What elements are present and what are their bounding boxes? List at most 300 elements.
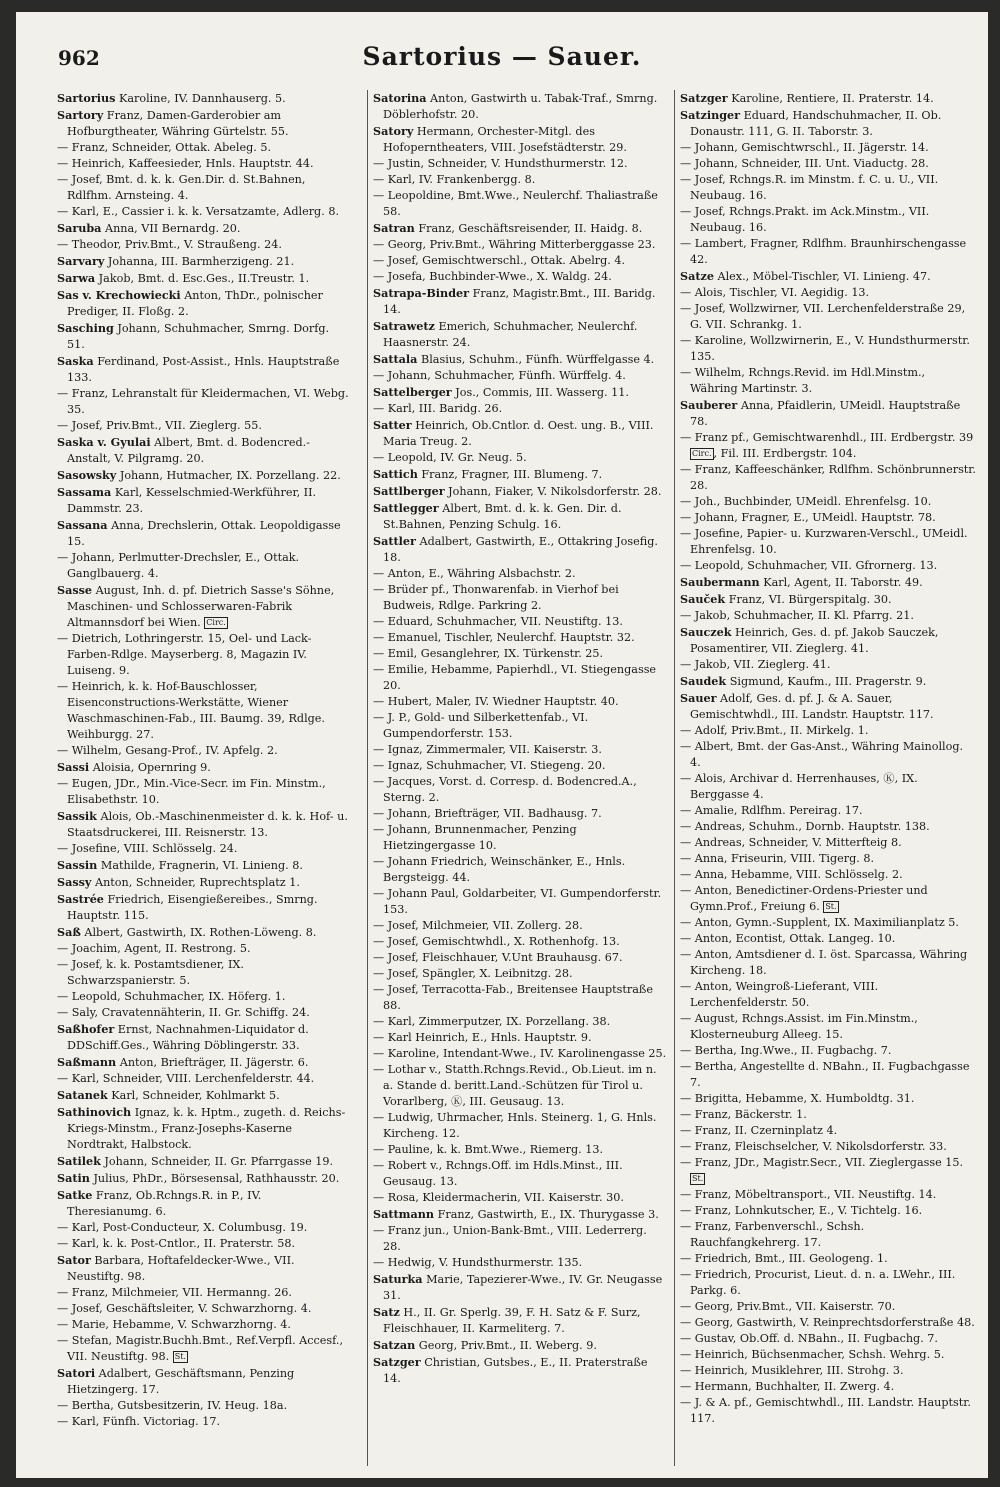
entry-text: — Karoline, Intendant-Wwe., IV. Karolinengasse 25. <box>373 1047 667 1060</box>
entry-text: Johanna, III. Barmherzigeng. 21. <box>104 255 295 268</box>
entry-text: — Karl, Fünfh. Victoriag. 17. <box>57 1415 221 1428</box>
directory-entry <box>57 1170 349 1187</box>
directory-entry <box>680 947 976 979</box>
entry-text: Adolf, Ges. d. pf. J. & A. Sauer, Gemischtwhdl., III. Landstr. Hauptstr. 117. <box>690 692 934 721</box>
directory-entry <box>373 417 668 450</box>
entry-surname: Saubermann <box>680 575 760 589</box>
entry-text: — Jacques, Vorst. d. Corresp. d. Bodencred.A., Sterng. 2. <box>373 775 637 804</box>
directory-entry <box>373 614 668 630</box>
entry-surname: Satory <box>373 124 414 138</box>
entry-text: — Anton, Gymn.-Supplent, IX. Maximilianplatz 5. <box>680 916 959 929</box>
directory-entry <box>57 989 349 1005</box>
directory-entry <box>680 1059 976 1091</box>
directory-entry <box>57 90 349 107</box>
directory-entry <box>373 982 668 1014</box>
directory-entry <box>373 1158 668 1190</box>
directory-entry <box>680 657 976 673</box>
entry-text: Karl, Schneider, Kohlmarkt 5. <box>107 1089 280 1102</box>
directory-entry <box>57 1317 349 1333</box>
entry-text: — Franz, Lohnkutscher, E., V. Tichtelg. 16. <box>680 1204 923 1217</box>
directory-entry <box>373 854 668 886</box>
directory-entry <box>57 679 349 743</box>
entry-text: — Josef, Milchmeier, VII. Zollerg. 28. <box>373 919 583 932</box>
entry-surname: Satke <box>57 1188 93 1202</box>
directory-entry <box>373 1337 668 1354</box>
directory-entry <box>373 533 668 566</box>
entry-surname: Saßmann <box>57 1055 117 1069</box>
entry-text: Heinrich, Ob.Cntlor. d. Oest. ung. B., VIII. Maria Treug. 2. <box>383 419 654 448</box>
directory-entry <box>373 1062 668 1110</box>
entry-text: Julius, PhDr., Börsesensal, Rathhausstr. 20. <box>89 1172 340 1185</box>
entry-text: — Hedwig, V. Hundsthurmerstr. 135. <box>373 1256 583 1269</box>
entry-text: Johann, Schuhmacher, Smrng. Dorfg. 51. <box>67 322 330 351</box>
directory-entry <box>57 759 349 776</box>
entry-text: Franz, Magistr.Bmt., III. Baridg. 14. <box>383 287 656 316</box>
entry-text: — Franz, JDr., Magistr.Secr., VII. Zieglergasse 15. <box>680 1156 964 1169</box>
directory-entry <box>680 803 976 819</box>
entry-text: — Leopold, Schuhmacher, VII. Gfrornerg. 13. <box>680 559 938 572</box>
directory-entry <box>373 822 668 854</box>
directory-entry <box>680 558 976 574</box>
directory-entry <box>680 90 976 107</box>
directory-entry <box>680 1107 976 1123</box>
directory-entry <box>680 673 976 690</box>
entry-text: — Leopoldine, Bmt.Wwe., Neulerchf. Thaliastraße 58. <box>373 189 658 218</box>
directory-entry <box>680 931 976 947</box>
entry-badge: St. <box>174 1352 186 1361</box>
directory-entry <box>373 630 668 646</box>
directory-entry <box>373 582 668 614</box>
directory-entry <box>680 268 976 285</box>
entry-text: Mathilde, Fragnerin, VI. Linieng. 8. <box>97 859 303 872</box>
entry-surname: Sauer <box>680 691 717 705</box>
entry-surname: Satori <box>57 1366 96 1380</box>
entry-text: Ferdinand, Post-Assist., Hnls. Hauptstraße 133. <box>67 355 340 384</box>
entry-text: — Josef, Rchngs.Prakt. im Ack.Minstm., VII. Neubaug. 16. <box>680 205 930 234</box>
entry-text: — Heinrich, k. k. Hof-Bauschlosser, Eisenconstructions-Werkstätte, Wiener Waschmaschinen-Fab., III. Baumg. 39, Rdlge. Weihburgg. 27. <box>57 680 325 741</box>
entry-surname: Sauberer <box>680 398 738 412</box>
directory-entry <box>680 1123 976 1139</box>
entry-surname: Sathinovich <box>57 1105 132 1119</box>
directory-entry <box>373 483 668 500</box>
directory-entry <box>373 758 668 774</box>
entry-text: — Georg, Priv.Bmt., VII. Kaiserstr. 70. <box>680 1300 896 1313</box>
directory-entry <box>57 237 349 253</box>
directory-entry <box>680 1043 976 1059</box>
directory-entry <box>57 1087 349 1104</box>
entry-text: — Wilhelm, Rchngs.Revid. im Hdl.Minstm., Währing Martinstr. 3. <box>680 366 926 395</box>
directory-entry <box>373 351 668 368</box>
entry-badge: St. <box>825 902 837 911</box>
entry-text: — Josef, Terracotta-Fab., Breitensee Hauptstraße 88. <box>373 983 653 1012</box>
directory-entry <box>57 320 349 353</box>
directory-entry <box>57 220 349 237</box>
directory-entry <box>373 1030 668 1046</box>
entry-text: — Theodor, Priv.Bmt., V. Straußeng. 24. <box>57 238 282 251</box>
directory-entry <box>680 608 976 624</box>
directory-entry <box>680 690 976 723</box>
entry-text: — Alois, Archivar d. Herrenhauses, Ⓚ, IX. Berggasse 4. <box>680 772 918 801</box>
entry-surname: Sassama <box>57 485 112 499</box>
entry-surname: Sarwa <box>57 271 96 285</box>
directory-entry <box>680 1011 976 1043</box>
directory-entry <box>57 1104 349 1153</box>
entry-surname: Sasching <box>57 321 114 335</box>
entry-surname: Sassik <box>57 809 97 823</box>
directory-entry <box>57 550 349 582</box>
entry-text: — Friedrich, Procurist, Lieut. d. n. a. LWehr., III. Parkg. 6. <box>680 1268 956 1297</box>
entry-surname: Satter <box>373 418 412 432</box>
entry-text: — Bertha, Ing.Wwe., II. Fugbachg. 7. <box>680 1044 892 1057</box>
entry-surname: Sassy <box>57 875 92 889</box>
directory-entry <box>680 301 976 333</box>
entry-text: — Joh., Buchbinder, UMeidl. Ehrenfelsg. 10. <box>680 495 932 508</box>
entry-text: — Josef, Spängler, X. Leibnitzg. 28. <box>373 967 573 980</box>
entry-surname: Satrapa-Binder <box>373 286 470 300</box>
directory-entry <box>57 631 349 679</box>
entry-text: — Justin, Schneider, V. Hundsthurmerstr. 12. <box>373 157 628 170</box>
entry-text: Aloisia, Opernring 9. <box>89 761 211 774</box>
entry-surname: Saska <box>57 354 94 368</box>
directory-entry <box>373 950 668 966</box>
directory-entry <box>373 401 668 417</box>
entry-text: — Franz, Kaffeeschänker, Rdlfhm. Schönbrunnerstr. 28. <box>680 463 976 492</box>
directory-entry <box>373 123 668 156</box>
entry-text: — Albert, Bmt. der Gas-Anst., Währing Mainollog. 4. <box>680 740 964 769</box>
entry-text: — Franz, Milchmeier, VII. Hermanng. 26. <box>57 1286 292 1299</box>
entry-text: — Brüder pf., Thonwarenfab. in Vierhof bei Budweis, Rdlge. Parkring 2. <box>373 583 619 612</box>
entry-surname: Satin <box>57 1171 90 1185</box>
entry-surname: Satrawetz <box>373 319 435 333</box>
directory-entry <box>680 365 976 397</box>
directory-entry <box>373 156 668 172</box>
entry-surname: Saturka <box>373 1272 423 1286</box>
directory-entry <box>680 979 976 1011</box>
directory-entry <box>373 646 668 662</box>
entry-text: — Josefine, Papier- u. Kurzwaren-Verschl., UMeidl. Ehrenfelsg. 10. <box>680 527 968 556</box>
entry-surname: Satz <box>373 1305 400 1319</box>
entry-text: Ignaz, k. k. Hptm., zugeth. d. Reichs-Kriegs-Minstm., Franz-Josephs-Kaserne Nordtrakt, Halbstock. <box>67 1106 346 1151</box>
directory-entry <box>680 107 976 140</box>
entry-text: Karl, Agent, II. Taborstr. 49. <box>759 576 923 589</box>
entry-surname: Sator <box>57 1253 91 1267</box>
directory-entry <box>680 204 976 236</box>
entry-text: — Johann, Schneider, III. Unt. Viaductg. 28. <box>680 157 929 170</box>
directory-entry <box>680 397 976 430</box>
entry-text: Anna, Pfaidlerin, UMeidl. Hauptstraße 78. <box>690 399 961 428</box>
entry-text: Franz, Gastwirth, E., IX. Thurygasse 3. <box>434 1208 659 1221</box>
directory-entry <box>680 723 976 739</box>
entry-text: — Jakob, VII. Zieglerg. 41. <box>680 658 831 671</box>
directory-entry <box>373 500 668 533</box>
directory-entry <box>680 1251 976 1267</box>
directory-entry <box>57 1005 349 1021</box>
directory-entry <box>373 918 668 934</box>
directory-entry <box>680 285 976 301</box>
entry-text: — Ignaz, Zimmermaler, VII. Kaiserstr. 3. <box>373 743 602 756</box>
directory-entry <box>373 1271 668 1304</box>
directory-entry <box>373 285 668 318</box>
entry-text: — Franz, Möbeltransport., VII. Neustiftg. 14. <box>680 1188 937 1201</box>
directory-entry <box>373 318 668 351</box>
directory-entry <box>57 1365 349 1398</box>
entry-text: — Rosa, Kleidermacherin, VII. Kaiserstr. 30. <box>373 1191 624 1204</box>
entry-text: Georg, Priv.Bmt., II. Weberg. 9. <box>415 1339 597 1352</box>
entry-surname: Sattler <box>373 534 416 548</box>
entry-surname: Sastrée <box>57 892 104 906</box>
directory-entry <box>680 1203 976 1219</box>
directory-entry <box>57 857 349 874</box>
entry-text: — Georg, Priv.Bmt., Währing Mitterberggasse 23. <box>373 238 656 251</box>
entry-text: Adalbert, Gastwirth, E., Ottakring Josefig. 18. <box>383 535 658 564</box>
entry-text: — Johann Friedrich, Weinschänker, E., Hnls. Bergsteigg. 44. <box>373 855 626 884</box>
entry-text: Anton, Gastwirth u. Tabak-Traf., Smrng. Döblerhofstr. 20. <box>383 92 658 121</box>
entry-text: — Heinrich, Musiklehrer, III. Strohg. 3. <box>680 1364 904 1377</box>
directory-entry <box>373 1354 668 1387</box>
entry-text: — Anna, Friseurin, VIII. Tigerg. 8. <box>680 852 875 865</box>
entry-text: Anton, Schneider, Ruprechtsplatz 1. <box>91 876 300 889</box>
entry-text: Ernst, Nachnahmen-Liquidator d. DDSchiff.Ges., Währing Döblingerstr. 33. <box>67 1023 309 1052</box>
entry-text: — Josef, Fleischhauer, V.Unt Brauhausg. 67. <box>373 951 623 964</box>
entry-text: Friedrich, Eisengießereibes., Smrng. Hauptstr. 115. <box>67 893 318 922</box>
directory-entry <box>373 450 668 466</box>
entry-text: — Karl, Zimmerputzer, IX. Porzellang. 38. <box>373 1015 611 1028</box>
entry-text: Marie, Tapezierer-Wwe., IV. Gr. Neugasse 31. <box>383 1273 663 1302</box>
directory-entry <box>680 1155 976 1187</box>
directory-entry <box>373 172 668 188</box>
directory-entry <box>373 1110 668 1142</box>
directory-entry <box>680 333 976 365</box>
directory-entry <box>680 140 976 156</box>
entry-text: — Franz, Fleischselcher, V. Nikolsdorferstr. 33. <box>680 1140 947 1153</box>
entry-text: — Karl, k. k. Post-Cntlor., II. Praterstr. 58. <box>57 1237 295 1250</box>
directory-entry <box>373 886 668 918</box>
entry-text: — J. P., Gold- und Silberkettenfab., VI. Gumpendorferstr. 153. <box>373 711 589 740</box>
directory-page <box>16 12 988 1478</box>
entry-text: Franz, Damen-Garderobier am Hofburgtheater, Währing Gürtelstr. 55. <box>67 109 289 138</box>
directory-entry <box>57 434 349 467</box>
entry-text: — Josef, Gemischtwhdl., X. Rothenhofg. 13. <box>373 935 620 948</box>
entry-text: Karoline, IV. Dannhauserg. 5. <box>115 92 286 105</box>
entry-text: Johann, Schneider, II. Gr. Pfarrgasse 19. <box>100 1155 334 1168</box>
directory-entry <box>57 107 349 140</box>
entry-text: — Josefa, Buchbinder-Wwe., X. Waldg. 24. <box>373 270 612 283</box>
entry-text: Albert, Bmt. d. Bodencred.-Anstalt, V. Pilgramg. 20. <box>67 436 310 465</box>
column-3 <box>674 90 976 1466</box>
entry-text: — Leopold, IV. Gr. Neug. 5. <box>373 451 527 464</box>
directory-entry <box>373 269 668 285</box>
directory-entry <box>680 851 976 867</box>
entry-text: Johann, Hutmacher, IX. Porzellang. 22. <box>116 469 341 482</box>
directory-entry <box>680 867 976 883</box>
entry-text: — Karl, Schneider, VIII. Lerchenfelderstr. 44. <box>57 1072 315 1085</box>
entry-surname: Saßhofer <box>57 1022 115 1036</box>
entry-text: Albert, Gastwirth, IX. Rothen-Löweng. 8. <box>80 926 317 939</box>
entry-surname: Satzger <box>680 91 728 105</box>
entry-text: — Karoline, Wollzwirnerin, E., V. Hundsthurmerstr. 135. <box>680 334 970 363</box>
entry-text: — Friedrich, Bmt., III. Geologeng. 1. <box>680 1252 888 1265</box>
directory-entry <box>57 1252 349 1285</box>
directory-entry <box>373 90 668 123</box>
directory-entry <box>57 156 349 172</box>
entry-text: Jos., Commis, III. Wasserg. 11. <box>451 386 629 399</box>
entry-surname: Satzger <box>373 1355 421 1369</box>
entry-text: — Franz, Farbenverschl., Schsh. Rauchfangkehrerg. 17. <box>680 1220 865 1249</box>
directory-entry <box>680 771 976 803</box>
entry-text: Adalbert, Geschäftsmann, Penzing Hietzingerg. 17. <box>67 1367 295 1396</box>
directory-entry <box>680 1219 976 1251</box>
entry-text: — Eduard, Schuhmacher, VII. Neustiftg. 13. <box>373 615 623 628</box>
directory-entry <box>57 1054 349 1071</box>
column-1 <box>57 90 349 1466</box>
directory-entry <box>680 1315 976 1331</box>
entry-surname: Sattlberger <box>373 484 445 498</box>
entry-text: — Saly, Cravatennähterin, II. Gr. Schiffg. 24. <box>57 1006 310 1019</box>
entry-text: — Franz, Schneider, Ottak. Abeleg. 5. <box>57 141 272 154</box>
directory-entry <box>57 172 349 204</box>
entry-text: — Amalie, Rdlfhm. Pereirag. 17. <box>680 804 863 817</box>
directory-entry <box>680 494 976 510</box>
entry-text: — Franz jun., Union-Bank-Bmt., VIII. Lederrerg. 28. <box>373 1224 647 1253</box>
entry-text: August, Inh. d. pf. Dietrich Sasse's Söhne, Maschinen- und Schlosserwaren-Fabrik Altmannsdorf bei Wien. <box>67 584 335 629</box>
directory-entry <box>373 1304 668 1337</box>
directory-entry <box>680 430 976 462</box>
entry-text: — Johann, Briefträger, VII. Badhausg. 7. <box>373 807 602 820</box>
directory-entry <box>373 1142 668 1158</box>
entry-surname: Sauczek <box>680 625 732 639</box>
entry-text: — Heinrich, Kaffeesieder, Hnls. Hauptstr. 44. <box>57 157 314 170</box>
directory-entry <box>57 841 349 857</box>
entry-text: — Bertha, Angestellte d. NBahn., II. Fugbachgasse 7. <box>680 1060 970 1089</box>
entry-text: — Johann, Perlmutter-Drechsler, E., Ottak. Ganglbauerg. 4. <box>57 551 300 580</box>
entry-text: — Eugen, JDr., Min.-Vice-Secr. im Fin. Minstm., Elisabethstr. 10. <box>57 777 326 806</box>
entry-text: H., II. Gr. Sperlg. 39, F. H. Satz & F. Surz, Fleischhauer, II. Karmeliterg. 7. <box>383 1306 641 1335</box>
entry-text: — Josef, Rchngs.R. im Minstm. f. C. u. U., VII. Neubaug. 16. <box>680 173 939 202</box>
entry-text: — Anton, Amtsdiener d. I. öst. Sparcassa, Währing Kircheng. 18. <box>680 948 968 977</box>
directory-entry <box>373 934 668 950</box>
directory-entry <box>57 776 349 808</box>
directory-entry <box>680 591 976 608</box>
entry-surname: Sasowsky <box>57 468 117 482</box>
entry-text: — Adolf, Priv.Bmt., II. Mirkelg. 1. <box>680 724 869 737</box>
entry-surname: Satze <box>680 269 714 283</box>
directory-entry <box>57 891 349 924</box>
entry-text: — Emil, Gesanglehrer, IX. Türkenstr. 25. <box>373 647 604 660</box>
directory-entry <box>57 941 349 957</box>
directory-entry <box>57 1414 349 1430</box>
entry-text: Christian, Gutsbes., E., II. Praterstraße 14. <box>383 1356 648 1385</box>
entry-surname: Sas v. Krechowiecki <box>57 288 181 302</box>
entry-text: — Gustav, Ob.Off. d. NBahn., II. Fugbachg. 7. <box>680 1332 938 1345</box>
entry-text: — Josef, Geschäftsleiter, V. Schwarzhorng. 4. <box>57 1302 312 1315</box>
entry-badge: Circ. <box>692 449 712 458</box>
entry-text: Sigmund, Kaufm., III. Pragerstr. 9. <box>726 675 927 688</box>
entry-text: — Johann, Gemischtwrschl., II. Jägerstr. 14. <box>680 141 929 154</box>
directory-entry <box>57 1285 349 1301</box>
directory-entry <box>680 1395 976 1427</box>
directory-entry <box>373 1206 668 1223</box>
entry-surname: Sassi <box>57 760 90 774</box>
directory-entry <box>57 1220 349 1236</box>
entry-text: — Karl Heinrich, E., Hnls. Hauptstr. 9. <box>373 1031 592 1044</box>
directory-entry <box>680 624 976 657</box>
entry-surname: Satanek <box>57 1088 108 1102</box>
entry-text: — Anton, Econtist, Ottak. Langeg. 10. <box>680 932 896 945</box>
entry-text: Barbara, Hoftafeldecker-Wwe., VII. Neustiftg. 98. <box>67 1254 295 1283</box>
entry-text: — Franz, Bäckerstr. 1. <box>680 1108 807 1121</box>
directory-entry <box>57 1333 349 1365</box>
entry-text: — Alois, Tischler, VI. Aegidig. 13. <box>680 286 870 299</box>
directory-entry <box>680 1379 976 1395</box>
directory-entry <box>57 1153 349 1170</box>
directory-entry <box>373 1223 668 1255</box>
entry-text: — Brigitta, Hebamme, X. Humboldtg. 31. <box>680 1092 915 1105</box>
entry-text: — Jakob, Schuhmacher, II. Kl. Pfarrg. 21. <box>680 609 914 622</box>
entry-surname: Sattmann <box>373 1207 435 1221</box>
entry-text: — Ludwig, Uhrmacher, Hnls. Steinerg. 1, G. Hnls. Kircheng. 12. <box>373 1111 657 1140</box>
entry-text: — Johann, Schuhmacher, Fünfh. Würffelg. 4. <box>373 369 626 382</box>
entry-surname: Saruba <box>57 221 102 235</box>
column-2 <box>367 90 668 1466</box>
directory-entry <box>57 1187 349 1220</box>
directory-entry <box>57 270 349 287</box>
entry-text: — Anton, Weingroß-Lieferant, VIII. Lerchenfelderstr. 50. <box>680 980 879 1009</box>
entry-text: Franz, Fragner, III. Blumeng. 7. <box>417 468 603 481</box>
entry-text: — August, Rchngs.Assist. im Fin.Minstm., Klosterneuburg Alleeg. 15. <box>680 1012 918 1041</box>
entry-text: — Leopold, Schuhmacher, IX. Höferg. 1. <box>57 990 286 1003</box>
entry-text: — Ignaz, Schuhmacher, VI. Stiegeng. 20. <box>373 759 606 772</box>
entry-surname: Satorina <box>373 91 427 105</box>
entry-text: — Karl, Post-Conducteur, X. Columbusg. 19. <box>57 1221 308 1234</box>
directory-entry <box>373 694 668 710</box>
entry-text: Anton, Briefträger, II. Jägerstr. 6. <box>116 1056 309 1069</box>
entry-badge: St. <box>692 1174 704 1183</box>
entry-text: Franz, Ob.Rchngs.R. in P., IV. Theresianumg. 6. <box>67 1189 262 1218</box>
entry-text: — Franz, II. Czerninplatz 4. <box>680 1124 838 1137</box>
entry-surname: Saß <box>57 925 81 939</box>
entry-text: Alois, Ob.-Maschinenmeister d. k. k. Hof- u. Staatsdruckerei, III. Reisnerstr. 13. <box>67 810 348 839</box>
entry-badge: Circ. <box>206 618 226 627</box>
directory-entry <box>373 253 668 269</box>
entry-text: — Hubert, Maler, IV. Wiedner Hauptstr. 40. <box>373 695 619 708</box>
entry-surname: Saudek <box>680 674 727 688</box>
entry-text: — Wilhelm, Gesang-Prof., IV. Apfelg. 2. <box>57 744 278 757</box>
entry-text: Heinrich, Ges. d. pf. Jakob Sauczek, Posamentirer, VII. Zieglerg. 41. <box>690 626 939 655</box>
entry-text: — J. & A. pf., Gemischtwhdl., III. Landstr. Hauptstr. 117. <box>680 1396 971 1425</box>
directory-entry <box>680 835 976 851</box>
entry-text: — Anna, Hebamme, VIII. Schlösselg. 2. <box>680 868 903 881</box>
directory-entry <box>680 1139 976 1155</box>
entry-text: Karoline, Rentiere, II. Praterstr. 14. <box>727 92 934 105</box>
directory-entry <box>373 384 668 401</box>
directory-entry <box>680 462 976 494</box>
directory-entry <box>57 467 349 484</box>
directory-entry <box>373 566 668 582</box>
entry-text: — Joachim, Agent, II. Restrong. 5. <box>57 942 251 955</box>
entry-text: — Johann, Fragner, E., UMeidl. Hauptstr. 78. <box>680 511 936 524</box>
entry-text: — Lothar v., Statth.Rchngs.Revid., Ob.Lieut. im n. a. Stande d. beritt.Land.-Schützen für Tirol u. Vorarlberg, Ⓚ, III. Geusaug. 13. <box>373 1063 657 1108</box>
directory-entry <box>57 287 349 320</box>
directory-entry <box>57 204 349 220</box>
entry-text: — Emanuel, Tischler, Neulerchf. Hauptstr. 32. <box>373 631 635 644</box>
directory-entry <box>680 1331 976 1347</box>
directory-entry <box>57 353 349 386</box>
directory-entry <box>57 418 349 434</box>
directory-entry <box>373 742 668 758</box>
entry-surname: Sattelberger <box>373 385 452 399</box>
directory-entry <box>57 484 349 517</box>
directory-entry <box>57 743 349 759</box>
